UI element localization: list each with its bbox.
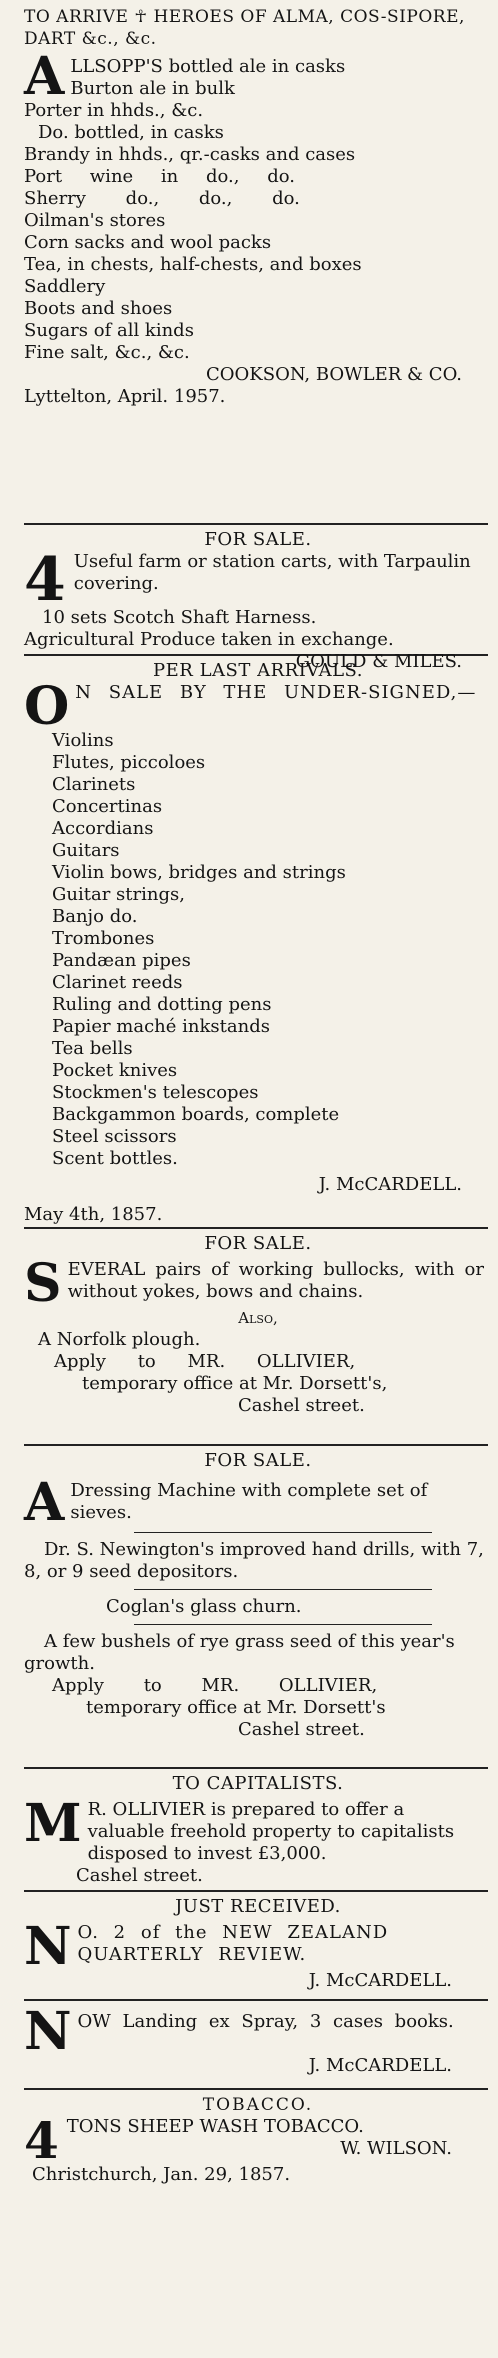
ad-also: Also, xyxy=(238,1309,278,1327)
list-item: Sherry do., do., do. xyxy=(24,188,300,209)
ad-just-received xyxy=(24,1896,492,1994)
ad-signature: J. McCARDELL. xyxy=(308,1970,452,1991)
list-item: Fine salt, &c., &c. xyxy=(24,342,190,363)
ad-signature: J. McCARDELL. xyxy=(318,1174,462,1195)
list-item: Papier maché inkstands xyxy=(52,1016,270,1037)
list-item: Scent bottles. xyxy=(52,1148,178,1169)
dropcap-letter: N xyxy=(24,2001,72,2062)
street-line: Cashel street. xyxy=(76,1865,203,1886)
column-rule xyxy=(24,2088,488,2090)
dropcap-letter: N xyxy=(24,1916,72,1977)
street-line: Cashel street. xyxy=(238,1395,365,1416)
list-item: Violins xyxy=(52,730,114,751)
list-item: Accordians xyxy=(52,818,154,839)
list-item: Sugars of all kinds xyxy=(24,320,194,341)
column-rule xyxy=(24,1890,488,1892)
ad-heading: JUST RECEIVED. xyxy=(175,1896,341,1917)
ad-heading: FOR SALE. xyxy=(204,1233,312,1254)
list-item: Pandæan pipes xyxy=(52,950,191,971)
column-rule xyxy=(24,1999,488,2001)
ad-allsopp xyxy=(24,0,492,518)
column-rule xyxy=(24,1227,488,1229)
ad-heading: PER LAST ARRIVALS. xyxy=(153,660,363,681)
list-item: Burton ale in bulk xyxy=(70,78,235,99)
ad-ollivier-bullocks xyxy=(24,1233,492,1439)
ad-line: Agricultural Produce taken in exchange. xyxy=(24,629,394,650)
ad-heading: TO CAPITALISTS. xyxy=(172,1773,344,1794)
column-rule xyxy=(24,523,488,525)
dropcap-letter: M xyxy=(24,1793,82,1854)
list-item: Tea, in chests, half-chests, and boxes xyxy=(24,254,362,275)
inner-rule xyxy=(134,1532,432,1533)
apply-line: Apply to MR. OLLIVIER, xyxy=(54,1351,356,1372)
office-line: temporary office at Mr. Dorsett's xyxy=(86,1697,386,1718)
list-item: Porter in hhds., &c. xyxy=(24,100,204,121)
list-item: Corn sacks and wool packs xyxy=(24,232,272,253)
item-list xyxy=(24,100,492,364)
list-item: Banjo do. xyxy=(52,906,138,927)
ad-body: Useful farm or station carts, with Tarpaulin covering. xyxy=(73,551,471,594)
list-item: Oilman's stores xyxy=(24,210,166,231)
list-item: Backgammon boards, complete xyxy=(52,1104,340,1125)
ad-to-capitalists xyxy=(24,1773,492,1885)
list-item: Pocket knives xyxy=(52,1060,178,1081)
ad-tobacco xyxy=(24,2094,492,2186)
ad-paragraph: Dr. S. Newington's improved hand drills, with 7, 8, or 9 seed depositors. xyxy=(24,1539,484,1582)
list-item: Guitar strings, xyxy=(52,884,185,905)
dropcap-letter: A xyxy=(24,46,65,107)
dropcap-letter: A xyxy=(24,1472,65,1533)
dropcap-letter: O xyxy=(24,676,70,737)
ad-body: O. 2 of the NEW ZEALAND QUARTERLY REVIEW. xyxy=(77,1922,389,1965)
list-item: Violin bows, bridges and strings xyxy=(52,862,346,883)
list-item: Port wine in do., do. xyxy=(24,166,295,187)
dropcap-letter: S xyxy=(24,1253,62,1314)
list-item: Saddlery xyxy=(24,276,106,297)
inner-rule xyxy=(134,1624,432,1625)
list-item: Brandy in hhds., qr.-casks and cases xyxy=(24,144,356,165)
ad-body: EVERAL pairs of working bullocks, with or without yokes, bows and chains. xyxy=(67,1259,484,1302)
ad-lead-text: LLSOPP'S bottled ale in casks xyxy=(70,56,346,77)
list-item: Tea bells xyxy=(52,1038,133,1059)
ad-mccardell-arrivals xyxy=(24,660,492,1225)
list-item: Boots and shoes xyxy=(24,298,173,319)
inner-rule xyxy=(134,1589,432,1590)
ad-body: TONS SHEEP WASH TOBACCO. xyxy=(66,2116,364,2137)
list-item: Do. bottled, in casks xyxy=(38,122,224,143)
list-item: Concertinas xyxy=(52,796,163,817)
ad-dateline: Christchurch, Jan. 29, 1857. xyxy=(32,2164,291,2185)
ad-heading: FOR SALE. xyxy=(204,529,312,550)
large-numeral: 4 xyxy=(24,2111,59,2170)
ad-now-landing xyxy=(24,2001,492,2083)
column-rule xyxy=(24,1444,488,1446)
ad-line: 10 sets Scotch Shaft Harness. xyxy=(42,607,317,628)
ad-signature: J. McCARDELL. xyxy=(308,2055,452,2076)
list-item: Trombones xyxy=(52,928,155,949)
street-line: Cashel street. xyxy=(238,1719,365,1740)
list-item: Stockmen's telescopes xyxy=(52,1082,259,1103)
item-list xyxy=(24,730,492,1170)
ad-dateline: Lyttelton, April. 1957. xyxy=(24,386,226,407)
apply-line: Apply to MR. OLLIVIER, xyxy=(52,1675,378,1696)
ad-lead-text: N SALE BY THE UNDER-SIGNED,— xyxy=(75,682,477,703)
ad-paragraph: Coglan's glass churn. xyxy=(106,1596,302,1617)
ad-dateline: May 4th, 1857. xyxy=(24,1204,163,1225)
list-item: Clarinet reeds xyxy=(52,972,183,993)
list-item: Steel scissors xyxy=(52,1126,177,1147)
ad-paragraph: A few bushels of rye grass seed of this year's growth. xyxy=(24,1631,455,1674)
ad-signature: COOKSON, BOWLER & CO. xyxy=(206,364,462,385)
ad-body: R. OLLIVIER is prepared to offer a valuable freehold property to capitalists disposed to invest £3,000. xyxy=(87,1799,455,1864)
ad-signature: GOULD & MILES. xyxy=(295,651,462,672)
column-rule xyxy=(24,1767,488,1769)
list-item: Guitars xyxy=(52,840,120,861)
item-list xyxy=(24,78,492,100)
ad-body: Dressing Machine with complete set of sieves. xyxy=(70,1480,428,1523)
ad-line: A Norfolk plough. xyxy=(38,1329,201,1350)
ad-signature: W. WILSON. xyxy=(340,2138,452,2159)
office-line: temporary office at Mr. Dorsett's, xyxy=(82,1373,388,1394)
ad-heading: TOBACCO. xyxy=(202,2095,314,2115)
list-item: Flutes, piccoloes xyxy=(52,752,206,773)
list-item: Clarinets xyxy=(52,774,136,795)
list-item: Ruling and dotting pens xyxy=(52,994,272,1015)
ad-heading: TO ARRIVE ☥ HEROES OF ALMA, COS-SIPORE, DART &c., &c. xyxy=(24,7,465,49)
ad-body: OW Landing ex Spray, 3 cases books. xyxy=(77,2011,454,2032)
ad-ollivier-dressing-machine xyxy=(24,1450,492,1762)
large-numeral: 4 xyxy=(24,545,66,615)
ad-heading: FOR SALE. xyxy=(204,1450,312,1471)
